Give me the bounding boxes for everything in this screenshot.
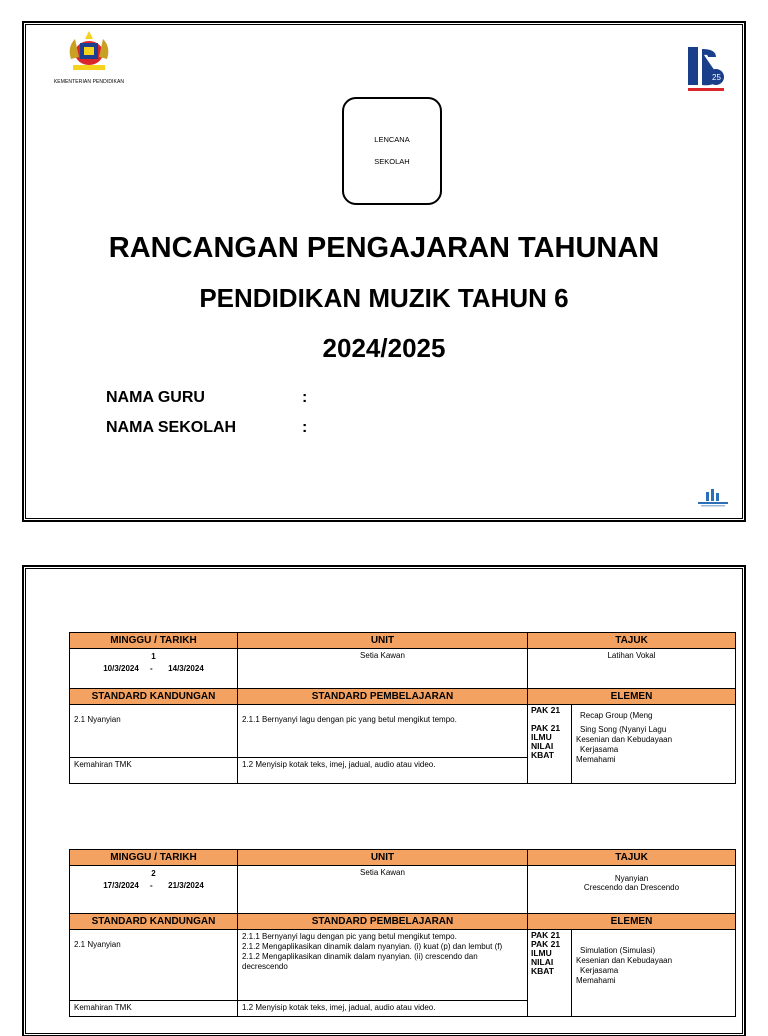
topic-line1: Nyanyian bbox=[614, 874, 649, 883]
header-row bbox=[70, 850, 736, 866]
svg-text:25: 25 bbox=[712, 73, 721, 82]
week-date-cell bbox=[70, 866, 238, 914]
element-item: Simulation (Simulasi) bbox=[580, 946, 656, 955]
content-standard-2: Kemahiran TMK bbox=[70, 1000, 238, 1016]
title-line2: PENDIDIKAN MUZIK TAHUN 6 bbox=[199, 283, 569, 313]
header-element: ELEMEN bbox=[528, 689, 736, 705]
ministry-label: KEMENTERIAN PENDIDIKAN bbox=[53, 79, 125, 85]
pak-list bbox=[528, 930, 572, 1016]
element-item bbox=[576, 932, 731, 946]
header-row-standards bbox=[70, 689, 736, 705]
cs25-logo-icon bbox=[686, 45, 726, 95]
pak-item: PAK 21 bbox=[531, 939, 561, 949]
header-week-date: MINGGU / TARIKH bbox=[70, 633, 238, 649]
ministry-logo bbox=[44, 29, 134, 85]
content-standard-2: Kemahiran TMK bbox=[70, 757, 238, 783]
topic-value bbox=[528, 649, 736, 689]
element-item: Kesenian dan Kebudayaan bbox=[576, 956, 673, 965]
learning-standard-2: 1.2 Menyisip kotak teks, imej, jadual, audio atau video. bbox=[238, 757, 528, 783]
teacher-name-row bbox=[106, 389, 307, 407]
footer-logo-icon bbox=[696, 488, 730, 508]
learning-standard-1 bbox=[238, 930, 528, 1001]
header-topic: TAJUK bbox=[528, 633, 736, 649]
week-dates bbox=[74, 880, 233, 892]
element-cell bbox=[528, 705, 736, 784]
school-colon: : bbox=[302, 419, 308, 436]
header-learning-standard: STANDARD PEMBELAJARAN bbox=[238, 689, 528, 705]
header-row-standards bbox=[70, 914, 736, 930]
school-name-row bbox=[106, 419, 307, 437]
element-list bbox=[572, 930, 735, 1016]
pak-item: ILMU bbox=[531, 948, 552, 958]
pak-item: KBAT bbox=[531, 966, 554, 976]
week-number: 1 bbox=[151, 652, 156, 661]
pak-item: ILMU bbox=[531, 732, 552, 742]
badge-line1: LENCANA bbox=[374, 135, 410, 144]
teacher-colon: : bbox=[302, 389, 308, 406]
date-separator: - bbox=[149, 881, 153, 890]
date-start: 17/3/2024 bbox=[103, 881, 139, 890]
cover-page bbox=[23, 22, 745, 521]
element-item: Recap Group (Meng bbox=[580, 711, 653, 720]
topic-line1: Latihan Vokal bbox=[607, 651, 656, 660]
element-item: Kerjasama bbox=[580, 966, 619, 975]
week-date-cell bbox=[70, 649, 238, 689]
learning-standard-2: 1.2 Menyisip kotak teks, imej, jadual, audio atau video. bbox=[238, 1000, 528, 1016]
teacher-name-label: NAMA GURU bbox=[106, 389, 205, 406]
pak-item: KBAT bbox=[531, 750, 554, 760]
header-learning-standard: STANDARD PEMBELAJARAN bbox=[238, 914, 528, 930]
learning-standard-line: 2.1.1 Bernyanyi lagu dengan pic yang betul mengikut tempo. bbox=[242, 715, 457, 724]
header-content-standard: STANDARD KANDUNGAN bbox=[70, 914, 238, 930]
week-number: 2 bbox=[151, 869, 156, 878]
school-badge-placeholder bbox=[342, 97, 442, 205]
title-line1: RANCANGAN PENGAJARAN TAHUNAN bbox=[108, 232, 660, 264]
date-end: 14/3/2024 bbox=[168, 664, 204, 673]
header-unit: UNIT bbox=[238, 633, 528, 649]
header-content-standard: STANDARD KANDUNGAN bbox=[70, 689, 238, 705]
learning-standard-line: 2.1.1 Bernyanyi lagu dengan pic yang betul mengikut tempo. bbox=[242, 932, 457, 941]
element-item: Sing Song (Nyanyi Lagu bbox=[580, 725, 667, 734]
learning-standard-1 bbox=[238, 705, 528, 758]
pak-item: PAK 21 bbox=[531, 723, 561, 733]
week-table bbox=[69, 632, 736, 784]
topic-line2: Crescendo dan Drescendo bbox=[583, 883, 680, 892]
date-start: 10/3/2024 bbox=[103, 664, 139, 673]
header-unit: UNIT bbox=[238, 850, 528, 866]
learning-standard-line: 2.1.2 Mengaplikasikan dinamik dalam nyanyian. (ii) crescendo dan decrescendo bbox=[242, 952, 478, 971]
element-cell bbox=[528, 930, 736, 1017]
content-standard-1: 2.1 Nyanyian bbox=[70, 705, 238, 758]
header-topic: TAJUK bbox=[528, 850, 736, 866]
info-row bbox=[70, 866, 736, 914]
week-table bbox=[69, 849, 736, 1017]
pak-list bbox=[528, 705, 572, 783]
pak-item: NILAI bbox=[531, 741, 554, 751]
pak-item: PAK 21 bbox=[531, 930, 561, 940]
unit-value: Setia Kawan bbox=[238, 649, 528, 689]
standards-row bbox=[70, 705, 736, 758]
element-item: Kesenian dan Kebudayaan bbox=[576, 735, 673, 744]
learning-standard-line: 2.1.2 Mengaplikasikan dinamik dalam nyanyian. (i) kuat (p) dan lembut (f) bbox=[242, 942, 503, 951]
week-dates bbox=[74, 663, 233, 675]
date-separator: - bbox=[149, 664, 153, 673]
pak-item: PAK 21 bbox=[531, 705, 561, 715]
coat-of-arms-icon bbox=[63, 29, 115, 73]
header-row bbox=[70, 633, 736, 649]
content-standard-1: 2.1 Nyanyian bbox=[70, 930, 238, 1001]
header-element: ELEMEN bbox=[528, 914, 736, 930]
title-year: 2024/2025 bbox=[322, 333, 446, 363]
element-list bbox=[572, 705, 735, 783]
header-week-date: MINGGU / TARIKH bbox=[70, 850, 238, 866]
plan-page bbox=[23, 566, 745, 1036]
element-item: Kerjasama bbox=[580, 745, 619, 754]
topic-value bbox=[528, 866, 736, 914]
unit-value: Setia Kawan bbox=[238, 866, 528, 914]
badge-line2: SEKOLAH bbox=[374, 157, 410, 166]
pak-item: NILAI bbox=[531, 957, 554, 967]
element-item: Memahami bbox=[576, 755, 616, 764]
element-item: Memahami bbox=[576, 976, 616, 985]
standards-row bbox=[70, 930, 736, 1001]
info-row bbox=[70, 649, 736, 689]
school-name-label: NAMA SEKOLAH bbox=[106, 419, 237, 436]
date-end: 21/3/2024 bbox=[168, 881, 204, 890]
